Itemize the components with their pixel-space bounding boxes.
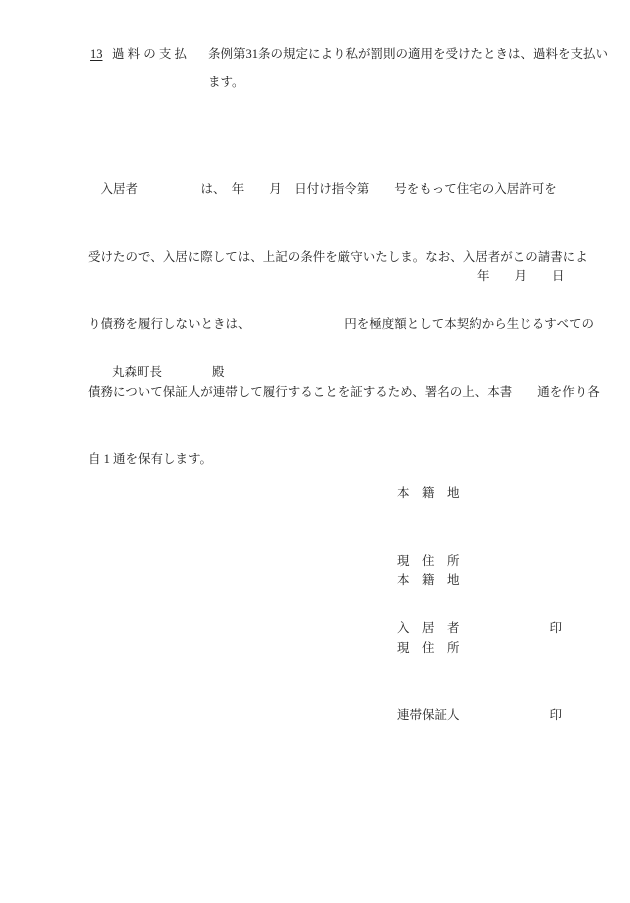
label-registered-domicile: 本 籍 地 bbox=[397, 573, 460, 587]
date-line: 年 月 日 bbox=[477, 269, 565, 283]
item13-label: 過 料 の 支 払 bbox=[112, 47, 188, 61]
pledge-line: 自 1 通を保有します。 bbox=[88, 452, 213, 466]
label-current-address: 現 住 所 bbox=[397, 553, 460, 568]
pledge-line: 債務について保証人が連帯して履行することを証するため、署名の上、本書 通を作り各 bbox=[88, 384, 600, 399]
sig-row-guarantor-name bbox=[397, 704, 562, 727]
sig-row-registered-domicile bbox=[397, 569, 562, 592]
label-current-address: 現 住 所 bbox=[397, 640, 460, 655]
pledge-line: り債務を履行しないときは、 円を極度額として本契約から生じるすべての bbox=[88, 317, 595, 331]
item13-number: 13 bbox=[90, 47, 103, 61]
item13-body-line1: 条例第31条の規定により私が罰則の適用を受けたときは、過料を支払い bbox=[208, 47, 609, 61]
label-registered-domicile: 本 籍 地 bbox=[397, 486, 460, 500]
pledge-line: 入居者 は、 年 月 日付け指令第 号をもって住宅の入居許可を bbox=[88, 182, 557, 196]
label-joint-guarantor: 連帯保証人 bbox=[397, 708, 460, 722]
sig-row-registered-domicile bbox=[397, 482, 562, 505]
item13-body-line2: ます。 bbox=[208, 75, 245, 89]
seal-mark: 印 bbox=[549, 621, 562, 635]
signer-block-guarantor bbox=[397, 524, 562, 772]
pledge-line: 受けたので、入居に際しては、上記の条件を厳守いたしま。なお、入居者がこの請書によ bbox=[88, 249, 588, 264]
sig-row-current-address bbox=[397, 637, 562, 660]
seal-mark: 印 bbox=[549, 708, 562, 722]
addressee-line: 丸森町長 殿 bbox=[112, 365, 225, 379]
label-resident: 入 居 者 bbox=[397, 621, 460, 635]
